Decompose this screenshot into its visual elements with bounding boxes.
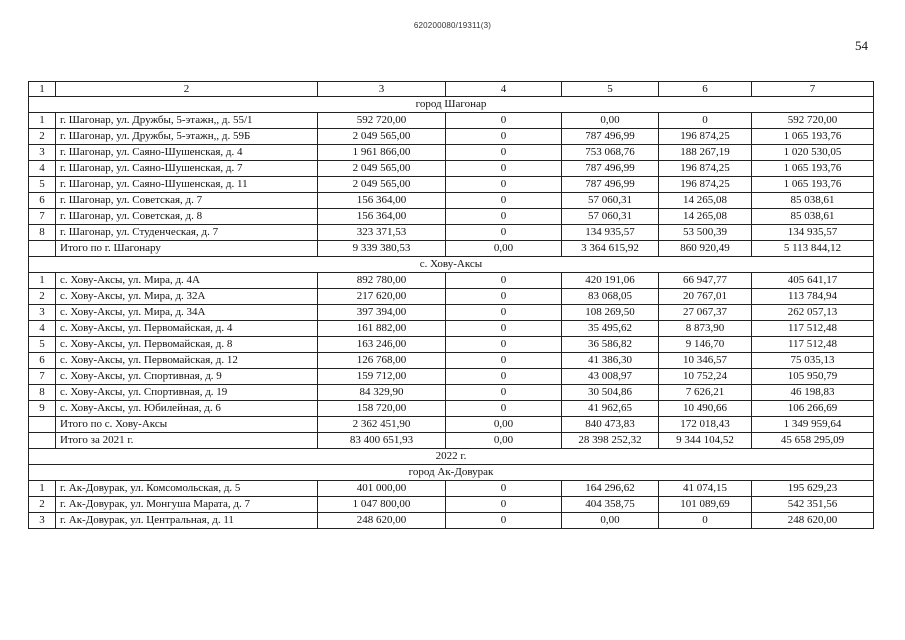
value-cell: 9 146,70 bbox=[659, 337, 752, 353]
value-cell: 0 bbox=[446, 481, 562, 497]
value-cell: 106 266,69 bbox=[752, 401, 874, 417]
value-cell: 30 504,86 bbox=[562, 385, 659, 401]
value-cell: 787 496,99 bbox=[562, 177, 659, 193]
data-table bbox=[28, 81, 874, 529]
section-title: 2022 г. bbox=[29, 449, 874, 465]
value-cell: 156 364,00 bbox=[318, 209, 446, 225]
value-cell: 397 394,00 bbox=[318, 305, 446, 321]
value-cell: 5 113 844,12 bbox=[752, 241, 874, 257]
row-number-cell: 1 bbox=[29, 273, 56, 289]
value-cell: 57 060,31 bbox=[562, 209, 659, 225]
value-cell: 101 089,69 bbox=[659, 497, 752, 513]
value-cell: 0 bbox=[446, 353, 562, 369]
value-cell: 75 035,13 bbox=[752, 353, 874, 369]
row-number-cell: 9 bbox=[29, 401, 56, 417]
table-row bbox=[29, 497, 874, 513]
column-header: 2 bbox=[56, 82, 318, 97]
column-header: 7 bbox=[752, 82, 874, 97]
table-row bbox=[29, 321, 874, 337]
value-cell: 1 065 193,76 bbox=[752, 129, 874, 145]
value-cell: 0,00 bbox=[446, 417, 562, 433]
row-number-cell: 2 bbox=[29, 497, 56, 513]
value-cell: 57 060,31 bbox=[562, 193, 659, 209]
value-cell: 1 047 800,00 bbox=[318, 497, 446, 513]
value-cell: 0 bbox=[446, 145, 562, 161]
value-cell: 35 495,62 bbox=[562, 321, 659, 337]
value-cell: 404 358,75 bbox=[562, 497, 659, 513]
address-cell: Итого по г. Шагонару bbox=[56, 241, 318, 257]
column-header: 6 bbox=[659, 82, 752, 97]
address-cell: с. Хову-Аксы, ул. Спортивная, д. 9 bbox=[56, 369, 318, 385]
value-cell: 85 038,61 bbox=[752, 193, 874, 209]
address-cell: Итого за 2021 г. bbox=[56, 433, 318, 449]
value-cell: 1 349 959,64 bbox=[752, 417, 874, 433]
table-row bbox=[29, 401, 874, 417]
value-cell: 46 198,83 bbox=[752, 385, 874, 401]
value-cell: 405 641,17 bbox=[752, 273, 874, 289]
value-cell: 0 bbox=[446, 209, 562, 225]
value-cell: 892 780,00 bbox=[318, 273, 446, 289]
value-cell: 2 049 565,00 bbox=[318, 161, 446, 177]
value-cell: 172 018,43 bbox=[659, 417, 752, 433]
section-header-row bbox=[29, 97, 874, 113]
value-cell: 134 935,57 bbox=[752, 225, 874, 241]
value-cell: 0 bbox=[446, 385, 562, 401]
value-cell: 0 bbox=[446, 161, 562, 177]
value-cell: 1 961 866,00 bbox=[318, 145, 446, 161]
value-cell: 0 bbox=[446, 321, 562, 337]
value-cell: 592 720,00 bbox=[752, 113, 874, 129]
table-row bbox=[29, 177, 874, 193]
value-cell: 323 371,53 bbox=[318, 225, 446, 241]
value-cell: 0 bbox=[446, 369, 562, 385]
address-cell: с. Хову-Аксы, ул. Мира, д. 4А bbox=[56, 273, 318, 289]
address-cell: г. Ак-Довурак, ул. Центральная, д. 11 bbox=[56, 513, 318, 529]
value-cell: 158 720,00 bbox=[318, 401, 446, 417]
value-cell: 41 386,30 bbox=[562, 353, 659, 369]
address-cell: с. Хову-Аксы, ул. Мира, д. 32А bbox=[56, 289, 318, 305]
value-cell: 248 620,00 bbox=[752, 513, 874, 529]
value-cell: 248 620,00 bbox=[318, 513, 446, 529]
table-row bbox=[29, 337, 874, 353]
value-cell: 161 882,00 bbox=[318, 321, 446, 337]
table-row bbox=[29, 193, 874, 209]
table-row bbox=[29, 145, 874, 161]
column-header: 4 bbox=[446, 82, 562, 97]
row-number-cell: 7 bbox=[29, 209, 56, 225]
value-cell: 164 296,62 bbox=[562, 481, 659, 497]
value-cell: 542 351,56 bbox=[752, 497, 874, 513]
value-cell: 1 065 193,76 bbox=[752, 177, 874, 193]
row-number-cell: 3 bbox=[29, 513, 56, 529]
value-cell: 53 500,39 bbox=[659, 225, 752, 241]
value-cell: 14 265,08 bbox=[659, 209, 752, 225]
value-cell: 0,00 bbox=[562, 113, 659, 129]
value-cell: 0,00 bbox=[446, 433, 562, 449]
page-number: 54 bbox=[855, 38, 868, 53]
row-number-cell: 2 bbox=[29, 289, 56, 305]
value-cell: 9 339 380,53 bbox=[318, 241, 446, 257]
value-cell: 134 935,57 bbox=[562, 225, 659, 241]
column-header: 3 bbox=[318, 82, 446, 97]
table-row bbox=[29, 353, 874, 369]
value-cell: 113 784,94 bbox=[752, 289, 874, 305]
address-cell: г. Шагонар, ул. Дружбы, 5-этажн,, д. 55/1 bbox=[56, 113, 318, 129]
table-row bbox=[29, 289, 874, 305]
value-cell: 10 346,57 bbox=[659, 353, 752, 369]
value-cell: 2 362 451,90 bbox=[318, 417, 446, 433]
address-cell: с. Хову-Аксы, ул. Первомайская, д. 4 bbox=[56, 321, 318, 337]
value-cell: 0 bbox=[446, 177, 562, 193]
row-number-cell: 5 bbox=[29, 337, 56, 353]
table-row bbox=[29, 513, 874, 529]
address-cell: г. Шагонар, ул. Советская, д. 8 bbox=[56, 209, 318, 225]
value-cell: 41 962,65 bbox=[562, 401, 659, 417]
column-header-row bbox=[29, 82, 874, 97]
value-cell: 787 496,99 bbox=[562, 129, 659, 145]
value-cell: 787 496,99 bbox=[562, 161, 659, 177]
row-number-cell bbox=[29, 241, 56, 257]
value-cell: 0 bbox=[659, 113, 752, 129]
value-cell: 163 246,00 bbox=[318, 337, 446, 353]
table-row bbox=[29, 113, 874, 129]
value-cell: 1 020 530,05 bbox=[752, 145, 874, 161]
value-cell: 20 767,01 bbox=[659, 289, 752, 305]
value-cell: 10 752,24 bbox=[659, 369, 752, 385]
value-cell: 0 bbox=[446, 273, 562, 289]
address-cell: с. Хову-Аксы, ул. Первомайская, д. 8 bbox=[56, 337, 318, 353]
value-cell: 188 267,19 bbox=[659, 145, 752, 161]
total-row bbox=[29, 241, 874, 257]
table-row bbox=[29, 161, 874, 177]
table-body bbox=[29, 82, 874, 529]
value-cell: 420 191,06 bbox=[562, 273, 659, 289]
address-cell: г. Ак-Довурак, ул. Комсомольская, д. 5 bbox=[56, 481, 318, 497]
address-cell: г. Шагонар, ул. Студенческая, д. 7 bbox=[56, 225, 318, 241]
address-cell: г. Шагонар, ул. Советская, д. 7 bbox=[56, 193, 318, 209]
row-number-cell: 6 bbox=[29, 193, 56, 209]
value-cell: 0 bbox=[446, 113, 562, 129]
value-cell: 36 586,82 bbox=[562, 337, 659, 353]
address-cell: с. Хову-Аксы, ул. Спортивная, д. 19 bbox=[56, 385, 318, 401]
row-number-cell: 1 bbox=[29, 481, 56, 497]
row-number-cell: 8 bbox=[29, 385, 56, 401]
value-cell: 0 bbox=[659, 513, 752, 529]
row-number-cell: 4 bbox=[29, 321, 56, 337]
value-cell: 156 364,00 bbox=[318, 193, 446, 209]
value-cell: 196 874,25 bbox=[659, 177, 752, 193]
address-cell: с. Хову-Аксы, ул. Первомайская, д. 12 bbox=[56, 353, 318, 369]
value-cell: 3 364 615,92 bbox=[562, 241, 659, 257]
value-cell: 840 473,83 bbox=[562, 417, 659, 433]
address-cell: г. Шагонар, ул. Саяно-Шушенская, д. 7 bbox=[56, 161, 318, 177]
table-row bbox=[29, 225, 874, 241]
table-row bbox=[29, 209, 874, 225]
address-cell: г. Шагонар, ул. Саяно-Шушенская, д. 4 bbox=[56, 145, 318, 161]
table-row bbox=[29, 129, 874, 145]
section-header-row bbox=[29, 257, 874, 273]
section-header-row bbox=[29, 449, 874, 465]
value-cell: 0 bbox=[446, 401, 562, 417]
value-cell: 43 008,97 bbox=[562, 369, 659, 385]
address-cell: с. Хову-Аксы, ул. Мира, д. 34А bbox=[56, 305, 318, 321]
table-row bbox=[29, 369, 874, 385]
row-number-cell: 4 bbox=[29, 161, 56, 177]
value-cell: 0 bbox=[446, 129, 562, 145]
row-number-cell: 5 bbox=[29, 177, 56, 193]
value-cell: 0,00 bbox=[446, 241, 562, 257]
value-cell: 8 873,90 bbox=[659, 321, 752, 337]
table-row bbox=[29, 385, 874, 401]
row-number-cell bbox=[29, 433, 56, 449]
address-cell: Итого по с. Хову-Аксы bbox=[56, 417, 318, 433]
row-number-cell: 6 bbox=[29, 353, 56, 369]
row-number-cell: 7 bbox=[29, 369, 56, 385]
value-cell: 860 920,49 bbox=[659, 241, 752, 257]
table-row bbox=[29, 273, 874, 289]
value-cell: 217 620,00 bbox=[318, 289, 446, 305]
value-cell: 14 265,08 bbox=[659, 193, 752, 209]
table-row bbox=[29, 305, 874, 321]
value-cell: 1 065 193,76 bbox=[752, 161, 874, 177]
value-cell: 159 712,00 bbox=[318, 369, 446, 385]
value-cell: 85 038,61 bbox=[752, 209, 874, 225]
value-cell: 41 074,15 bbox=[659, 481, 752, 497]
value-cell: 28 398 252,32 bbox=[562, 433, 659, 449]
value-cell: 401 000,00 bbox=[318, 481, 446, 497]
value-cell: 196 874,25 bbox=[659, 129, 752, 145]
value-cell: 592 720,00 bbox=[318, 113, 446, 129]
section-title: с. Хову-Аксы bbox=[29, 257, 874, 273]
value-cell: 0 bbox=[446, 497, 562, 513]
row-number-cell: 3 bbox=[29, 305, 56, 321]
row-number-cell: 1 bbox=[29, 113, 56, 129]
value-cell: 0 bbox=[446, 193, 562, 209]
column-header: 1 bbox=[29, 82, 56, 97]
value-cell: 0,00 bbox=[562, 513, 659, 529]
value-cell: 0 bbox=[446, 289, 562, 305]
total-row bbox=[29, 433, 874, 449]
section-header-row bbox=[29, 465, 874, 481]
value-cell: 84 329,90 bbox=[318, 385, 446, 401]
value-cell: 0 bbox=[446, 225, 562, 241]
value-cell: 195 629,23 bbox=[752, 481, 874, 497]
row-number-cell: 3 bbox=[29, 145, 56, 161]
address-cell: с. Хову-Аксы, ул. Юбилейная, д. 6 bbox=[56, 401, 318, 417]
address-cell: г. Шагонар, ул. Саяно-Шушенская, д. 11 bbox=[56, 177, 318, 193]
value-cell: 83 400 651,93 bbox=[318, 433, 446, 449]
section-title: город Шагонар bbox=[29, 97, 874, 113]
value-cell: 0 bbox=[446, 305, 562, 321]
value-cell: 117 512,48 bbox=[752, 321, 874, 337]
value-cell: 105 950,79 bbox=[752, 369, 874, 385]
value-cell: 66 947,77 bbox=[659, 273, 752, 289]
value-cell: 108 269,50 bbox=[562, 305, 659, 321]
table-row bbox=[29, 481, 874, 497]
section-title: город Ак-Довурак bbox=[29, 465, 874, 481]
value-cell: 7 626,21 bbox=[659, 385, 752, 401]
column-header: 5 bbox=[562, 82, 659, 97]
value-cell: 10 490,66 bbox=[659, 401, 752, 417]
value-cell: 83 068,05 bbox=[562, 289, 659, 305]
value-cell: 45 658 295,09 bbox=[752, 433, 874, 449]
value-cell: 196 874,25 bbox=[659, 161, 752, 177]
value-cell: 9 344 104,52 bbox=[659, 433, 752, 449]
row-number-cell bbox=[29, 417, 56, 433]
address-cell: г. Ак-Довурак, ул. Монгуша Марата, д. 7 bbox=[56, 497, 318, 513]
row-number-cell: 8 bbox=[29, 225, 56, 241]
value-cell: 117 512,48 bbox=[752, 337, 874, 353]
value-cell: 126 768,00 bbox=[318, 353, 446, 369]
document-id: 620200080/19311(3) bbox=[413, 21, 492, 30]
value-cell: 2 049 565,00 bbox=[318, 177, 446, 193]
value-cell: 27 067,37 bbox=[659, 305, 752, 321]
value-cell: 262 057,13 bbox=[752, 305, 874, 321]
total-row bbox=[29, 417, 874, 433]
value-cell: 753 068,76 bbox=[562, 145, 659, 161]
row-number-cell: 2 bbox=[29, 129, 56, 145]
value-cell: 2 049 565,00 bbox=[318, 129, 446, 145]
value-cell: 0 bbox=[446, 513, 562, 529]
address-cell: г. Шагонар, ул. Дружбы, 5-этажн,, д. 59Б bbox=[56, 129, 318, 145]
value-cell: 0 bbox=[446, 337, 562, 353]
